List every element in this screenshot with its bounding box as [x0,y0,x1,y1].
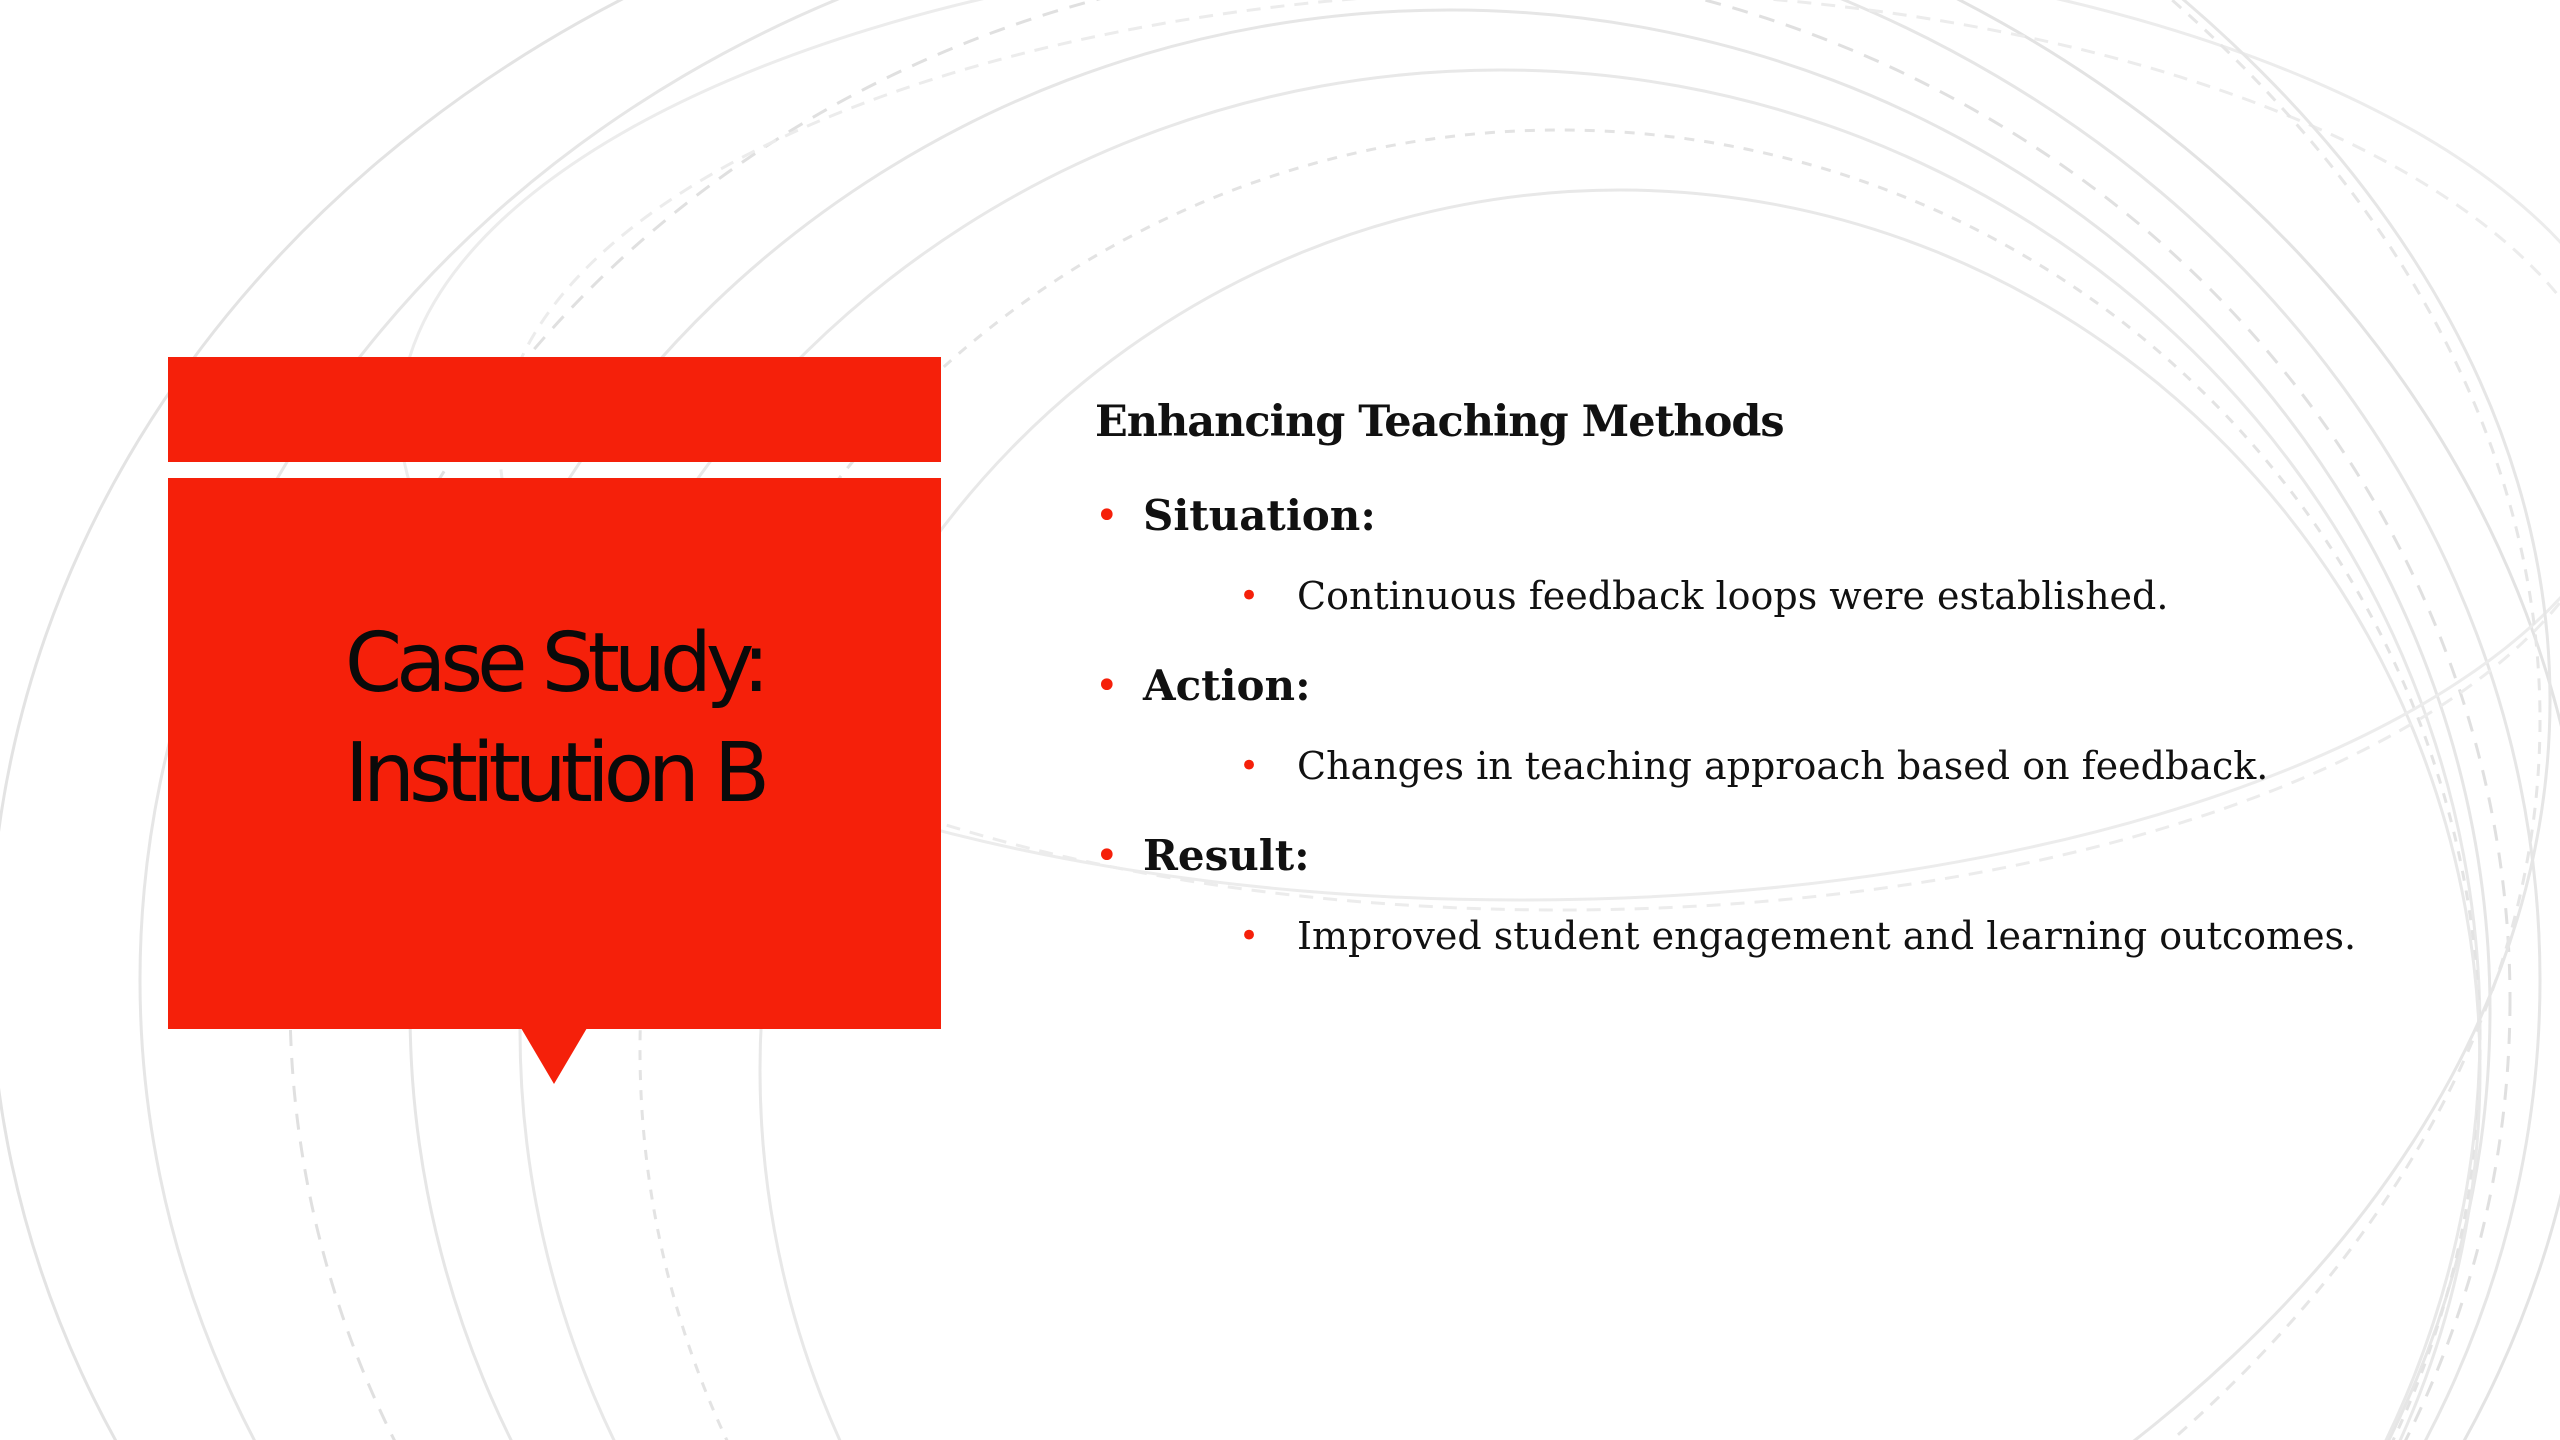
bullet-dot-icon: • [1095,833,1119,879]
title-box [168,478,941,1029]
bullet-dot-icon: • [1095,663,1119,709]
bullet-action [1095,646,2495,806]
bullet-situation [1095,476,2495,636]
sub-bullet [1143,726,2495,806]
bullet-label: Result: [1143,831,1310,880]
sub-bullet-text: Changes in teaching approach based on feedback. [1297,744,2269,788]
sub-bullet-text: Continuous feedback loops were established. [1297,574,2169,618]
sub-bullet [1143,556,2495,636]
sub-bullet-dot-icon: • [1239,576,1260,616]
bullet-dot-icon: • [1095,493,1119,539]
slide-title-line-2: Institution B [344,725,765,821]
bullet-label: Situation: [1143,491,1376,540]
content-heading: Enhancing Teaching Methods [1095,397,1784,447]
content-area [1095,380,2495,986]
sub-bullet-dot-icon: • [1239,746,1260,786]
bullet-result [1095,816,2495,976]
bullet-list [1095,476,2495,976]
title-accent-bar [168,357,941,462]
title-box-pointer [521,1028,587,1084]
sub-bullet [1143,896,2495,976]
slide-title [345,609,764,829]
sub-bullet-text: Improved student engagement and learning outcomes. [1297,914,2357,958]
sub-bullet-dot-icon: • [1239,916,1260,956]
slide-title-line-1: Case Study: [344,615,765,711]
bullet-label: Action: [1143,661,1311,710]
